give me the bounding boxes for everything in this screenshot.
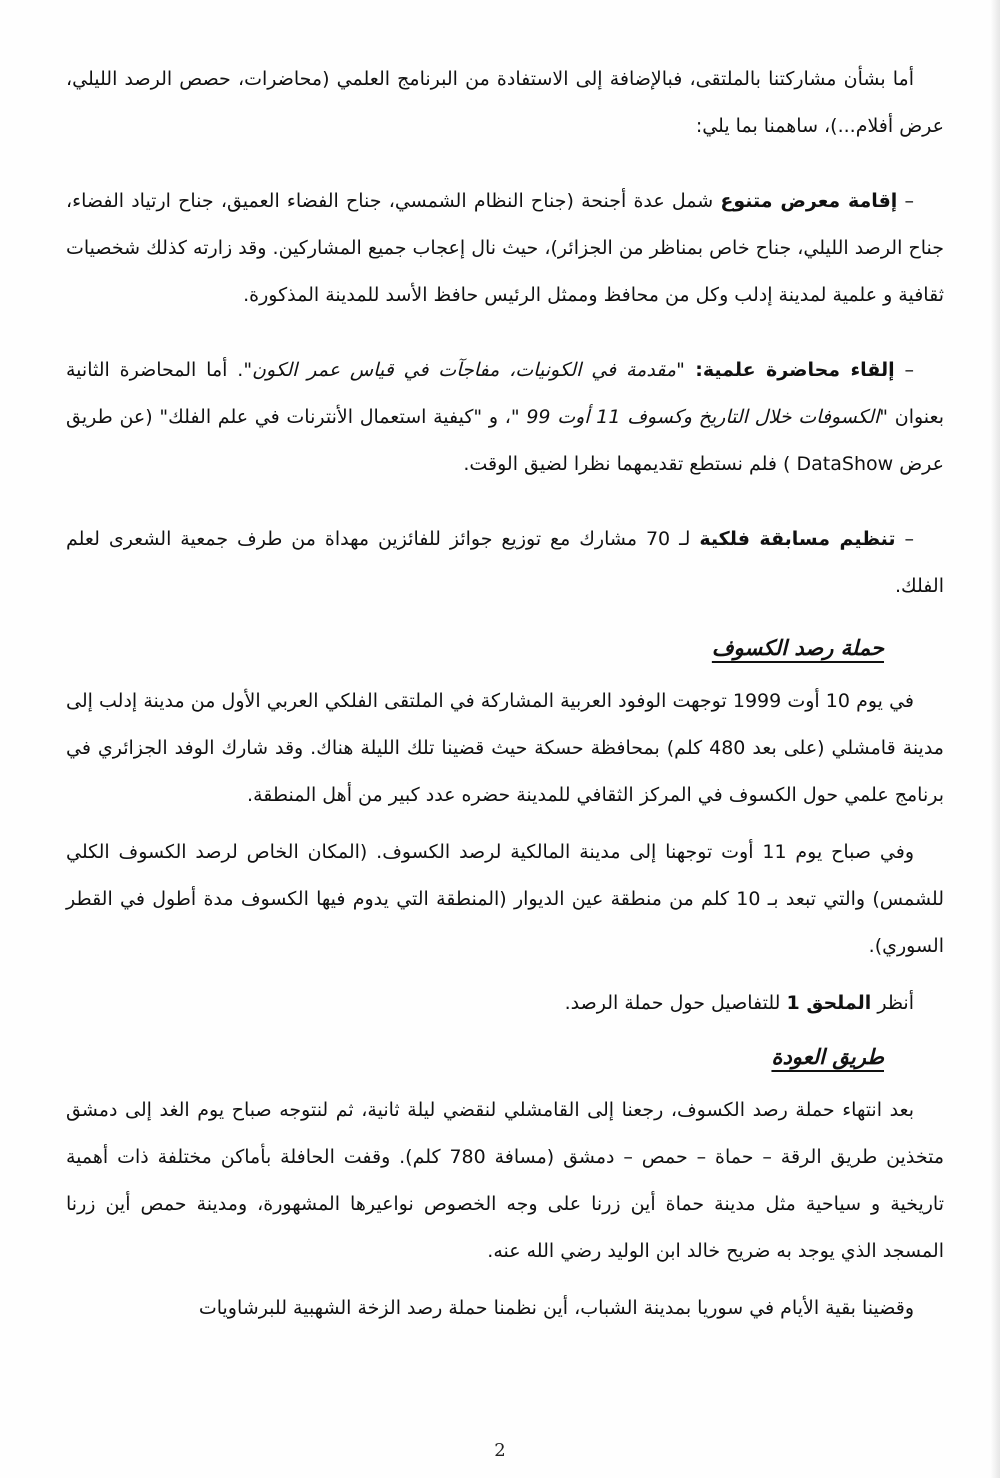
lecture-title-2: "الكسوفات خلال التاريخ وكسوف 11 أوت 99 " (510, 406, 889, 428)
return-text-1: بعد انتهاء حملة رصد الكسوف، رجعنا إلى القامشلي لنقضي ليلة ثانية، ثم لنتوجه صباح يوم الغد إلى دمشق متخذين طريق الرقة – حماة – حمص – دمشق (مسافة 780 كلم). وقفت الحافلة بأماكن مختلفة ذات أهمية تاريخية و سياحية مثل مدينة حماة أين زرنا على وجه الخصوص نواعيرها المشهورة، ومدينة حمص أين زرنا المسجد الذي يوجد به ضريح خالد ابن الوليد رضي الله عنه. (66, 1099, 944, 1262)
return-paragraph-1 (66, 1087, 944, 1275)
return-text-2: وقضينا بقية الأيام في سوريا بمدينة الشباب، أين نظمنا حملة رصد الزخة الشهبية للبرشاويات (198, 1297, 914, 1319)
return-section-heading: طريق العودة (771, 1045, 884, 1069)
eclipse-paragraph-2 (66, 829, 944, 970)
page-number: 2 (494, 1440, 506, 1461)
eclipse-paragraph-1 (66, 678, 944, 819)
exhibition-dash: – (897, 190, 915, 212)
exhibition-paragraph (66, 178, 944, 319)
intro-paragraph (66, 56, 944, 150)
lecture-title-1: "مقدمة في الكونيات، مفاجآت في قياس عمر الكون" (243, 359, 685, 381)
exhibition-lead: إقامة معرض متنوع (720, 190, 898, 212)
return-paragraph-2 (66, 1285, 944, 1332)
contest-dash: – (895, 528, 914, 550)
eclipse-text-2: وفي صباح يوم 11 أوت توجهنا إلى مدينة المالكية لرصد الكسوف. (المكان الخاص لرصد الكسوف الكلي للشمس) والتي تبعد بـ 10 كلم من منطقة عين الديوار (المنطقة التي يدوم فيها الكسوف مدة أطول في القطر السوري). (66, 841, 945, 957)
contest-text: لـ 70 مشارك مع توزيع جوائز للفائزين مهداة من طرف جمعية الشعرى لعلم الفلك. (66, 528, 944, 597)
contest-lead: تنظيم مسابقة فلكية (699, 528, 896, 550)
eclipse-section-heading: حملة رصد الكسوف (711, 636, 884, 660)
lecture-text-2: ، و "كيفية استعمال الأنترنات في علم الفلك" (عن طريق عرض DataShow ) فلم نستطع تقديمهما نظرا لضيق الوقت. (66, 406, 944, 475)
lecture-dash: – (894, 359, 914, 381)
appendix-note (66, 980, 944, 1027)
contest-paragraph (66, 516, 944, 610)
appendix-note-suffix: للتفاصيل حول حملة الرصد. (564, 992, 787, 1014)
page-body (66, 56, 944, 1332)
exhibition-text: شمل عدة أجنحة (جناح النظام الشمسي، جناح الفضاء العميق، جناح ارتياد الفضاء، جناح الرصد الليلي، جناح خاص بمناظر من الجزائر)، حيث نال إعجاب جميع المشاركين. وقد زارته كذلك شخصيات ثقافية و علمية لمدينة إدلب وكل من محافظ وممثل الرئيس حافظ الأسد للمدينة المذكورة. (66, 190, 944, 306)
lecture-lead: إلقاء محاضرة علمية: (684, 359, 895, 381)
appendix-note-prefix: أنظر (871, 992, 914, 1014)
intro-text: أما بشأن مشاركتنا بالملتقى، فبالإضافة إلى الاستفادة من البرنامج العلمي (محاضرات، حصص الرصد الليلي، عرض أفلام...)، ساهمنا بما يلي: (66, 68, 944, 137)
scan-edge-shadow (990, 0, 1000, 1478)
appendix-note-link: الملحق 1 (786, 992, 872, 1014)
lecture-text-1: . أما المحاضرة الثانية بعنوان (66, 359, 944, 428)
lecture-paragraph (66, 347, 944, 488)
eclipse-text-1: في يوم 10 أوت 1999 توجهت الوفود العربية المشاركة في الملتقى الفلكي العربي الأول من مدينة إدلب إلى مدينة قامشلي (على بعد 480 كلم) بمحافظة حسكة حيث قضينا تلك الليلة هناك. وقد شارك الوفد الجزائري في برنامج علمي حول الكسوف في المركز الثقافي للمدينة حضره عدد كبير من أهل المنطقة. (66, 690, 944, 806)
